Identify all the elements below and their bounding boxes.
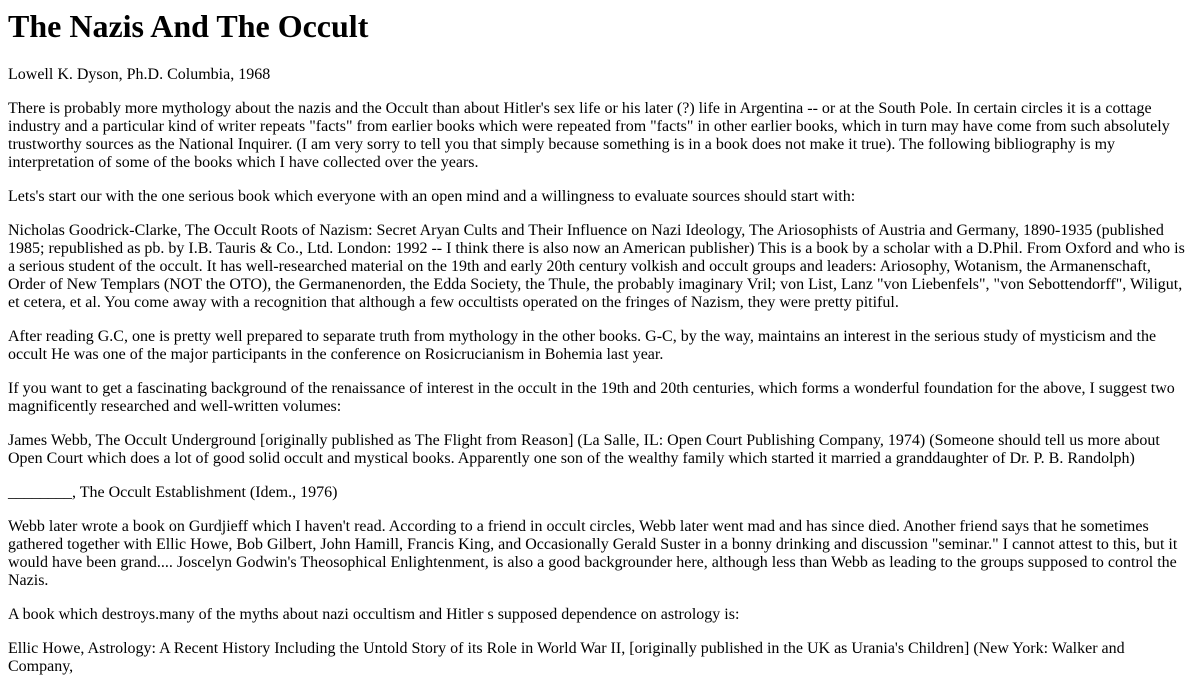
myths-paragraph: A book which destroys.many of the myths about nazi occultism and Hitler s supposed dependence on astrology is: (8, 606, 740, 623)
intro-paragraph: There is probably more mythology about the nazis and the Occult than about Hitler's sex life or his later (?) life in Argentina -- or at the South Pole. In certain circles it is a cottage industry and a particular kind of writer repeats "facts" from earlier books which were repeated from "facts" in other earlier books, which in turn may have come from such absolutely trustworthy sources as the National Inquirer. (I am very sorry to tell you that simply because something is in a book does not make it true). The following bibliography is my interpretation of some of the books which I have collected over the years. (8, 100, 1170, 171)
webb-later-paragraph: Webb later wrote a book on Gurdjieff which I haven't read. According to a friend in occult circles, Webb later went mad and has since died. Another friend says that he sometimes gathered together with Ellic Howe, Bob Gilbert, John Hamill, Francis King, and Occasionally Gerald Suster in a bonny drinking and discussion "seminar." I cannot attest to this, but it would have been grand.... Joscelyn Godwin's Theosophical Enlightenment, is also a good backgrounder here, although less than Webb as leading to the groups supposed to control the Nazis. (8, 518, 1178, 589)
author-line: Lowell K. Dyson, Ph.D. Columbia, 1968 (8, 66, 271, 83)
goodrick-clarke-entry: Nicholas Goodrick-Clarke, The Occult Roots of Nazism: Secret Aryan Cults and Their Influence on Nazi Ideology, The Ariosophists of Austria and Germany, 1890-1935 (published 1985; republished as pb. by I.B. Tauris & Co., Ltd. London: 1992 -- I think there is also now an American publisher) This is a book by a scholar with a D.Phil. From Oxford and who is a serious student of the occult. It has well-researched material on the 19th and early 20th century volkish and occult groups and leaders: Ariosophy, Wotanism, the Armanenschaft, Order of New Templars (NOT the OTO), the Germanenorden, the Edda Society, the Thule, the probably imaginary Vril; von List, Lanz "von Liebenfels", "von Sebottendorff", Wiligut, et cetera, et al. You come away with a recognition that although a few occultists operated on the fringes of Nazism, they were pretty pitiful. (8, 222, 1185, 311)
howe-astrology-entry: Ellic Howe, Astrology: A Recent History Including the Untold Story of its Role in World War II, [originally published in the UK as Urania's Children] (New York: Walker and Company, (8, 640, 1125, 675)
webb-occult-underground-entry: James Webb, The Occult Underground [originally published as The Flight from Reason] (La Salle, IL: Open Court Publishing Company, 1974) (Someone should tell us more about Open Court which does a lot of good solid occult and mystical books. Apparently one son of the wealthy family which started it married a granddaughter of Dr. P. B. Randolph) (8, 432, 1160, 467)
start-with-paragraph: Lets's start our with the one serious book which everyone with an open mind and a willingness to evaluate sources should start with: (8, 188, 856, 205)
after-reading-paragraph: After reading G.C, one is pretty well prepared to separate truth from mythology in the other books. G-C, by the way, maintains an interest in the serious study of mysticism and the occult He was one of the major participants in the conference on Rosicrucianism in Bohemia last year. (8, 328, 1157, 363)
document-page (0, 8, 1200, 676)
webb-occult-establishment-entry: ________, The Occult Establishment (Idem., 1976) (8, 484, 338, 501)
page-title: The Nazis And The Occult (8, 8, 369, 44)
background-paragraph: If you want to get a fascinating background of the renaissance of interest in the occult in the 19th and 20th centuries, which forms a wonderful foundation for the above, I suggest two magnificently researched and well-written volumes: (8, 380, 1175, 415)
